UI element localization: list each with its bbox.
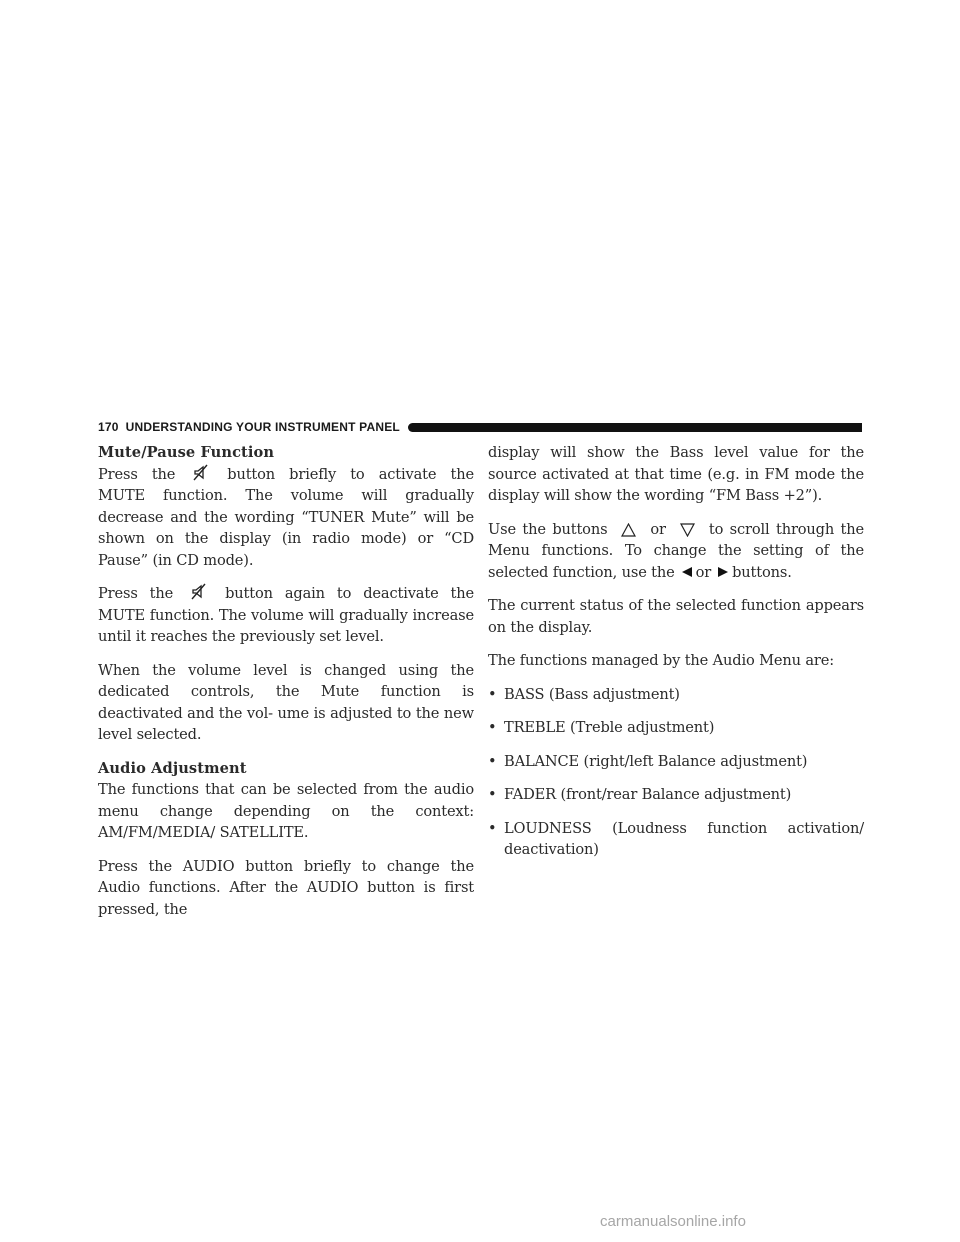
text-run: button again to deactivate the MUTE function. The volume will gradually increase until it reaches the previously set level. xyxy=(98,585,474,645)
list-item-text: LOUDNESS (Loudness function activation/ deactivation) xyxy=(504,819,864,858)
list-item xyxy=(488,784,864,806)
list-item-text: TREBLE (Treble adjustment) xyxy=(504,719,715,736)
down-triangle-icon xyxy=(680,523,695,537)
bullet: • xyxy=(488,719,497,736)
right-paragraph-1: display will show the Bass level value for the source activated at that time (e.g. in FM mode the display will show the wording “FM Bass +2”). xyxy=(488,444,864,504)
mute-paragraph-1 xyxy=(98,464,474,572)
up-triangle-icon xyxy=(621,523,636,537)
right-paragraph-3: The current status of the selected function appears on the display. xyxy=(488,597,864,636)
right-column xyxy=(488,442,864,873)
list-item xyxy=(488,818,864,861)
audio-menu-list xyxy=(488,684,864,861)
list-item-text: BASS (Bass adjustment) xyxy=(504,685,680,703)
bullet: • xyxy=(488,685,497,703)
right-paragraph-2 xyxy=(488,519,864,584)
text-run: or xyxy=(650,520,666,538)
text-run: Press the xyxy=(98,585,174,602)
text-run: Use the buttons xyxy=(488,520,608,538)
text-run: to scroll through the Menu functions. To change the setting of the selected function, use the xyxy=(488,520,865,581)
right-arrow-icon xyxy=(717,566,729,578)
page-header xyxy=(98,418,862,436)
audio-paragraph-2: Press the AUDIO button briefly to change the Audio functions. After the AUDIO button is first pressed, the xyxy=(98,857,474,918)
bullet: • xyxy=(488,752,497,770)
list-item-text: BALANCE (right/left Balance adjustment) xyxy=(504,752,808,770)
mute-paragraph-3: When the volume level is changed using the dedicated controls, the Mute function is deactivated and the vol- ume is adjusted to the new level selected. xyxy=(98,661,474,743)
text-run: button briefly to activate the MUTE function. The volume will gradually decrease and the wording “TUNER Mute” will be shown on the display (in radio mode) or “CD Pause” (in CD mode). xyxy=(98,465,474,569)
text-run: buttons. xyxy=(732,563,792,581)
page-number: 170 xyxy=(98,420,119,434)
right-paragraph-4: The functions managed by the Audio Menu are: xyxy=(488,652,835,669)
text-run: Press the xyxy=(98,465,176,483)
mute-icon xyxy=(191,583,207,601)
list-item xyxy=(488,717,864,739)
watermark: carmanualsonline.info xyxy=(600,1213,746,1230)
mute-paragraph-2 xyxy=(98,583,474,648)
bullet: • xyxy=(488,819,497,837)
section-title: UNDERSTANDING YOUR INSTRUMENT PANEL xyxy=(125,420,400,434)
text-run: or xyxy=(695,563,712,581)
mute-heading: Mute/Pause Function xyxy=(98,444,275,461)
list-item-text: FADER (front/rear Balance adjustment) xyxy=(504,786,792,803)
list-item xyxy=(488,684,864,706)
mute-icon xyxy=(193,464,209,482)
audio-paragraph-1: The functions that can be selected from the audio menu change depending on the context: AM/FM/MEDIA/ SATELLITE. xyxy=(98,781,474,841)
audio-heading: Audio Adjustment xyxy=(98,759,247,777)
bullet: • xyxy=(488,786,497,803)
list-item xyxy=(488,751,864,773)
left-arrow-icon xyxy=(681,566,693,578)
left-column xyxy=(98,442,474,932)
header-rule xyxy=(408,423,862,432)
